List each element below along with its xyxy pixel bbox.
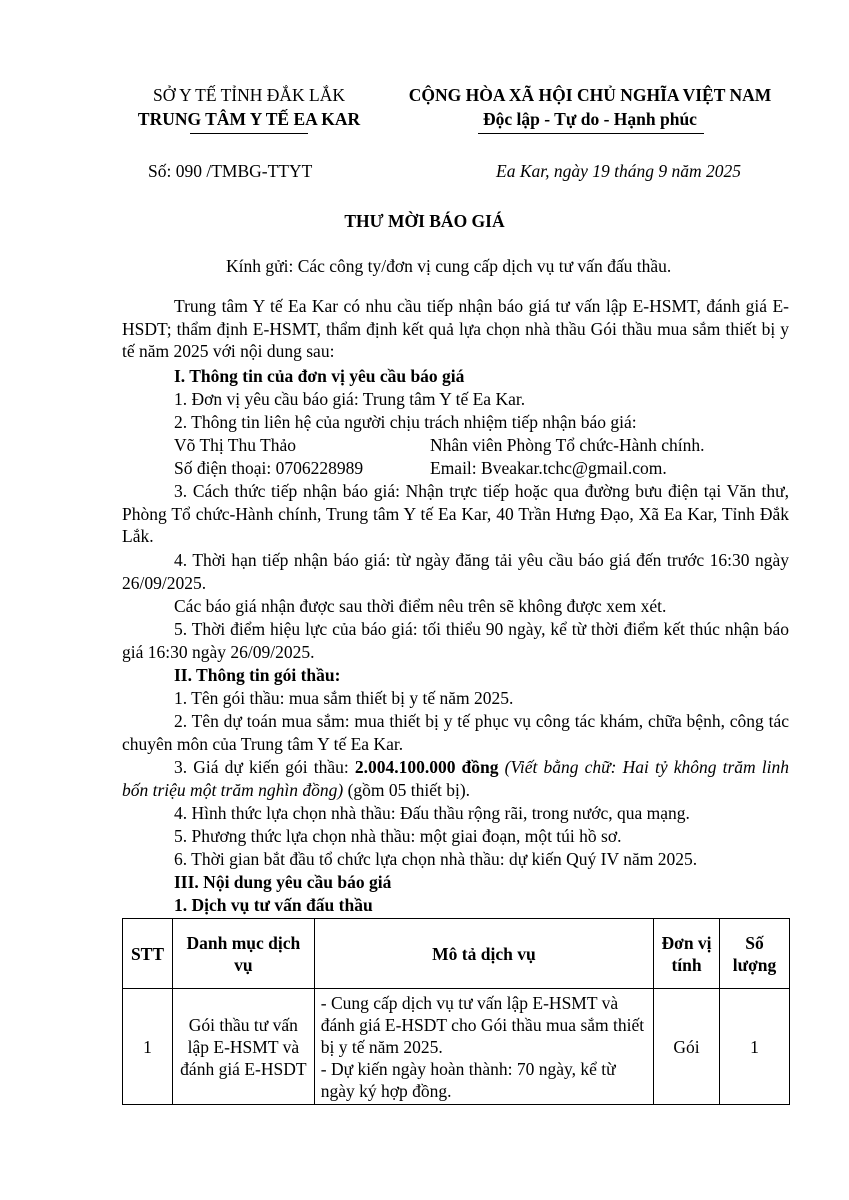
- cell-unit: Gói: [654, 989, 720, 1105]
- org-parent: SỞ Y TẾ TỈNH ĐẮK LẮK: [152, 85, 345, 105]
- date-line: Ea Kar, ngày 19 tháng 9 năm 2025: [496, 161, 741, 181]
- contact-phone: Số điện thoại: 0706228989: [174, 458, 364, 478]
- cell-desc: [314, 989, 653, 1105]
- col-header-stt: STT: [123, 919, 173, 989]
- table-row: [123, 989, 790, 1105]
- doc-title: THƯ MỜI BÁO GIÁ: [344, 211, 505, 231]
- table-header-row: [123, 919, 790, 989]
- section2-item3: [122, 756, 789, 801]
- section2-heading: II. Thông tin gói thầu:: [174, 665, 341, 685]
- contact-name: Võ Thị Thu Thảo: [174, 435, 297, 455]
- price-prefix: 3. Giá dự kiến gói thầu:: [174, 757, 355, 777]
- section1-item3-text: 3. Cách thức tiếp nhận báo giá: Nhận trực tiếp hoặc qua đường bưu điện tại Văn thư, Phòng Tổ chức-Hành chính, Trung tâm Y tế Ea Kar, 40 Trần Hưng Đạo, Xã Ea Kar, Tỉnh Đắk Lắk.: [122, 481, 789, 546]
- section1-item4-note: Các báo giá nhận được sau thời điểm nêu trên sẽ không được xem xét.: [174, 596, 667, 616]
- cell-stt: 1: [123, 989, 173, 1105]
- intro-paragraph: [122, 295, 789, 363]
- section2-item2-text: 2. Tên dự toán mua sắm: mua thiết bị y tế phục vụ công tác khám, chữa bệnh, công tác chuyên môn của Trung tâm Y tế Ea Kar.: [122, 711, 789, 754]
- section3-sub1: 1. Dịch vụ tư vấn đấu thầu: [174, 895, 373, 915]
- col-header-unit: Đơn vị tính: [654, 919, 720, 989]
- cell-name: Gói thầu tư vấn lập E-HSMT và đánh giá E-HSDT: [172, 989, 314, 1105]
- section2-item6: 6. Thời gian bắt đầu tổ chức lựa chọn nhà thầu: dự kiến Quý IV năm 2025.: [174, 849, 698, 869]
- section1-item5: [122, 618, 789, 663]
- section1-item4: [122, 549, 789, 594]
- section1-item4-text: 4. Thời hạn tiếp nhận báo giá: từ ngày đăng tải yêu cầu báo giá đến trước 16:30 ngày 26/09/2025.: [122, 550, 789, 593]
- section2-item4: 4. Hình thức lựa chọn nhà thầu: Đấu thầu rộng rãi, trong nước, qua mạng.: [174, 803, 690, 823]
- section1-heading: I. Thông tin của đơn vị yêu cầu báo giá: [174, 366, 465, 386]
- section2-item2: [122, 710, 789, 755]
- section2-item1: 1. Tên gói thầu: mua sắm thiết bị y tế năm 2025.: [174, 688, 514, 708]
- contact-role: Nhân viên Phòng Tổ chức-Hành chính.: [430, 435, 705, 455]
- section2-item5: 5. Phương thức lựa chọn nhà thầu: một giai đoạn, một túi hồ sơ.: [174, 826, 622, 846]
- cell-desc-line2: - Dự kiến ngày hoàn thành: 70 ngày, kể từ ngày ký hợp đồng.: [320, 1058, 616, 1101]
- section1-item2: 2. Thông tin liên hệ của người chịu trách nhiệm tiếp nhận báo giá:: [174, 412, 637, 432]
- price-suffix: (gồm 05 thiết bị).: [343, 779, 471, 800]
- col-header-desc: Mô tả dịch vụ: [314, 919, 653, 989]
- motto: Độc lập - Tự do - Hạnh phúc: [483, 109, 697, 129]
- country-name: CỘNG HÒA XÃ HỘI CHỦ NGHĨA VIỆT NAM: [408, 85, 772, 105]
- cell-qty: 1: [720, 989, 790, 1105]
- section1-item3: [122, 480, 789, 548]
- section1-item5-text: 5. Thời điểm hiệu lực của báo giá: tối thiểu 90 ngày, kể từ thời điểm kết thúc nhận báo giá 16:30 ngày 26/09/2025.: [122, 619, 789, 662]
- recipient: Kính gửi: Các công ty/đơn vị cung cấp dịch vụ tư vấn đấu thầu.: [226, 256, 672, 276]
- cell-desc-line1: - Cung cấp dịch vụ tư vấn lập E-HSMT và đánh giá E-HSDT cho Gói thầu mua sắm thiết bị y tế năm 2025.: [320, 992, 645, 1057]
- section1-item1: 1. Đơn vị yêu cầu báo giá: Trung tâm Y tế Ea Kar.: [174, 389, 526, 409]
- service-table: [122, 918, 790, 1105]
- doc-number: Số: 090 /TMBG-TTYT: [148, 161, 313, 181]
- section3-heading: III. Nội dung yêu cầu báo giá: [174, 872, 392, 892]
- motto-underline: [478, 133, 704, 134]
- price-amount: 2.004.100.000 đồng: [354, 757, 499, 777]
- org-name: TRUNG TÂM Y TẾ EA KAR: [137, 109, 361, 129]
- intro-text: Trung tâm Y tế Ea Kar có nhu cầu tiếp nhận báo giá tư vấn lập E-HSMT, đánh giá E-HSDT; thẩm định E-HSMT, thẩm định kết quả lựa chọn nhà thầu Gói thầu mua sắm thiết bị y tế năm 2025 với nội dung sau:: [122, 296, 789, 361]
- price-in-words: (Viết bằng chữ: Hai tỷ không trăm linh bốn triệu một trăm nghìn đồng): [122, 757, 789, 800]
- contact-email: Email: Bveakar.tchc@gmail.com.: [430, 458, 667, 478]
- col-header-name: Danh mục dịch vụ: [172, 919, 314, 989]
- col-header-qty: Số lượng: [720, 919, 790, 989]
- org-underline: [190, 133, 308, 134]
